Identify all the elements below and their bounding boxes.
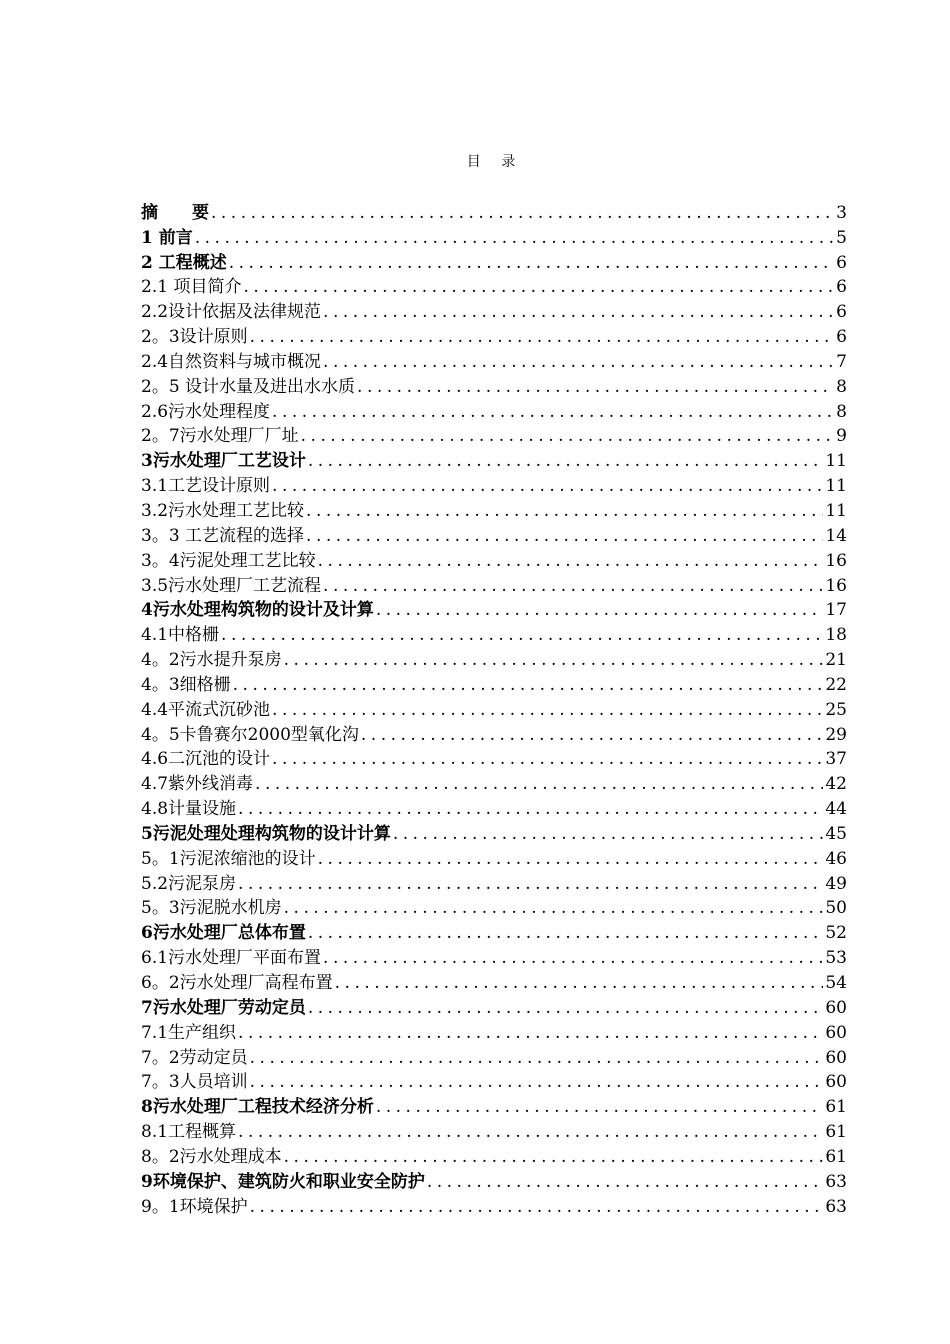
toc-dot-leader [209,202,834,224]
toc-dot-leader [304,525,823,547]
toc-entry[interactable] [141,944,847,969]
toc-entry[interactable] [141,845,847,870]
table-of-contents [141,199,847,1218]
toc-dot-leader [193,227,834,249]
toc-entry[interactable] [141,298,847,323]
toc-dot-leader [374,1096,824,1118]
toc-dot-leader [270,699,823,721]
toc-dot-leader [306,450,824,472]
toc-dot-leader [299,425,835,447]
toc-entry-page: 16 [825,550,847,571]
toc-entry[interactable] [141,348,847,373]
toc-entry-title: 3污水处理厂工艺设计 [141,451,306,472]
toc-entry[interactable] [141,795,847,820]
toc-entry-page: 54 [825,973,847,993]
toc-entry[interactable] [141,696,847,721]
toc-entry-page: 8 [836,376,847,397]
toc-entry[interactable] [141,646,847,671]
toc-entry-title: 2.1 项目简介 [141,277,242,298]
toc-entry-page: 16 [825,575,847,596]
toc-entry-page: 21 [825,650,847,671]
toc-entry-page: 29 [825,724,847,745]
toc-entry-page: 3 [836,202,847,223]
toc-entry-page: 42 [825,774,847,795]
toc-entry-title: 6.1污水处理厂平面布置 [141,948,322,969]
toc-entry-page: 11 [825,451,847,472]
toc-dot-leader [236,873,823,895]
toc-dot-leader [282,1146,824,1168]
toc-dot-leader [321,301,834,323]
toc-dot-leader [231,674,824,696]
toc-entry-page: 22 [825,674,847,695]
toc-dot-leader [359,724,823,746]
toc-entry-page: 53 [825,948,847,969]
toc-dot-leader [248,1071,824,1093]
toc-dot-leader [270,748,823,770]
toc-dot-leader [391,823,824,845]
toc-entry-page: 49 [825,873,847,894]
toc-entry-title: 5污泥处理处理构筑物的设计计算 [141,823,391,844]
toc-dot-leader [316,550,824,572]
toc-entry-page: 50 [825,898,847,919]
toc-entry-title: 2。5 设计水量及进出水水质 [141,376,356,397]
toc-entry-page: 18 [825,625,847,646]
toc-entry[interactable] [141,224,847,249]
toc-dot-leader [321,947,823,969]
toc-entry-page: 61 [825,1146,847,1167]
toc-entry-page: 11 [825,476,847,497]
toc-entry-page: 46 [825,848,847,869]
toc-dot-leader [236,1022,823,1044]
toc-entry-title: 5.2污泥泵房 [141,873,237,894]
toc-dot-leader [270,401,834,423]
toc-entry[interactable] [141,1019,847,1044]
toc-entry[interactable] [141,597,847,622]
toc-entry-page: 14 [825,525,847,546]
toc-entry-title: 4.4平流式沉砂池 [141,699,271,720]
toc-entry[interactable] [141,472,847,497]
toc-dot-leader [333,972,824,994]
toc-dot-leader [355,376,834,398]
toc-entry[interactable] [141,1044,847,1069]
toc-entry[interactable] [141,547,847,572]
toc-entry-page: 17 [825,600,847,621]
toc-entry[interactable] [141,274,847,299]
toc-entry-page: 44 [825,799,847,820]
toc-entry[interactable] [141,621,847,646]
toc-entry-page: 6 [836,327,847,348]
toc-entry-page: 8 [836,401,847,422]
toc-entry[interactable] [141,671,847,696]
toc-entry[interactable] [141,919,847,944]
toc-dot-leader [316,848,824,870]
toc-entry-title: 2。3设计原则 [141,327,248,348]
toc-entry-page: 6 [836,277,847,298]
toc-entry-title: 2 工程概述 [141,252,227,273]
toc-entry-page: 7 [836,351,847,372]
toc-dot-leader [282,649,824,671]
toc-entry[interactable] [141,199,847,224]
toc-dot-leader [227,252,834,274]
toc-entry[interactable] [141,1069,847,1094]
toc-dot-leader [236,1121,823,1143]
toc-entry-page: 63 [825,1171,847,1192]
toc-entry-title: 6污水处理厂总体布置 [141,923,306,944]
toc-entry-title: 8。2污水处理成本 [141,1146,282,1167]
toc-entry-title: 1 前言 [141,227,193,248]
toc-entry[interactable] [141,1143,847,1168]
toc-entry[interactable] [141,522,847,547]
toc-entry-page: 6 [836,302,847,323]
toc-dot-leader [321,575,823,597]
toc-entry-title: 8污水处理厂工程技术经济分析 [141,1097,374,1118]
toc-entry-title: 5。3污泥脱水机房 [141,898,282,919]
toc-entry-page: 52 [825,923,847,944]
toc-entry[interactable] [141,895,847,920]
toc-entry-title: 4.6二沉池的设计 [141,749,271,770]
toc-dot-leader [306,922,824,944]
toc-entry[interactable] [141,1168,847,1193]
toc-entry-title: 3.2污水处理工艺比较 [141,500,305,521]
toc-entry-title: 2.4自然资料与城市概况 [141,351,322,372]
toc-entry[interactable] [141,870,847,895]
toc-entry[interactable] [141,969,847,994]
page-title: 目 录 [466,154,524,170]
toc-entry[interactable] [141,746,847,771]
toc-entry-title: 3。3 工艺流程的选择 [141,525,305,546]
toc-dot-leader [248,326,835,348]
toc-entry-title: 7污水处理厂劳动定员 [141,997,306,1018]
toc-dot-leader [236,798,823,820]
toc-entry-title: 9。1环境保护 [141,1196,248,1217]
toc-entry-page: 61 [825,1097,847,1118]
toc-dot-leader [282,897,824,919]
toc-entry[interactable] [141,994,847,1019]
toc-entry[interactable] [141,423,847,448]
toc-dot-leader [304,500,823,522]
toc-dot-leader [248,1196,824,1218]
toc-entry-title: 7.1生产组织 [141,1022,237,1043]
toc-entry[interactable] [141,721,847,746]
toc-entry[interactable] [141,1118,847,1143]
toc-entry[interactable] [141,820,847,845]
toc-entry-title: 4.1中格栅 [141,625,220,646]
toc-entry-title: 摘 要 [141,202,209,223]
toc-entry-title: 4。5卡鲁赛尔2000型氧化沟 [141,724,359,745]
toc-dot-leader [219,624,823,646]
toc-dot-leader [306,997,824,1019]
toc-entry[interactable] [141,249,847,274]
toc-entry-page: 9 [836,426,847,447]
toc-entry[interactable] [141,398,847,423]
toc-entry[interactable] [141,1193,847,1218]
toc-entry-page: 60 [825,1022,847,1043]
toc-entry[interactable] [141,1093,847,1118]
toc-entry-title: 8.1工程概算 [141,1122,237,1143]
toc-entry-page: 25 [825,699,847,720]
toc-entry[interactable] [141,770,847,795]
toc-entry-title: 4。3细格栅 [141,674,231,695]
toc-entry-title: 4.7紫外线消毒 [141,774,254,795]
toc-entry-title: 5。1污泥浓缩池的设计 [141,848,316,869]
toc-entry[interactable] [141,497,847,522]
toc-entry-page: 63 [825,1196,847,1217]
toc-entry-page: 37 [825,749,847,770]
toc-dot-leader [270,475,823,497]
toc-entry-page: 11 [825,500,847,521]
toc-dot-leader [321,351,834,373]
toc-entry-title: 7。2劳动定员 [141,1047,248,1068]
toc-entry-page: 60 [825,997,847,1018]
toc-entry-page: 60 [825,1047,847,1068]
toc-entry-title: 6。2污水处理厂高程布置 [141,973,333,993]
toc-entry-title: 3。4污泥处理工艺比较 [141,550,316,571]
toc-entry-page: 45 [825,823,847,844]
toc-entry-page: 6 [836,252,847,273]
toc-dot-leader [253,773,823,795]
toc-entry-title: 7。3人员培训 [141,1072,248,1093]
toc-entry-title: 4。2污水提升泵房 [141,650,282,671]
toc-entry-title: 9环境保护、建筑防火和职业安全防护 [141,1171,425,1192]
toc-dot-leader [241,276,834,298]
toc-dot-leader [425,1171,824,1193]
toc-dot-leader [248,1047,824,1069]
toc-entry-page: 60 [825,1072,847,1093]
toc-dot-leader [374,599,824,621]
toc-entry-title: 3.1工艺设计原则 [141,476,271,497]
toc-entry-title: 2.6污水处理程度 [141,401,271,422]
toc-entry[interactable] [141,447,847,472]
toc-entry-page: 5 [836,227,847,248]
toc-entry[interactable] [141,373,847,398]
toc-entry-title: 2.2设计依据及法律规范 [141,302,322,323]
toc-entry-title: 3.5污水处理厂工艺流程 [141,575,322,596]
toc-entry[interactable] [141,572,847,597]
toc-entry-title: 4污水处理构筑物的设计及计算 [141,600,374,621]
toc-entry-title: 2。7污水处理厂厂址 [141,426,299,447]
toc-entry-title: 4.8计量设施 [141,799,237,820]
toc-entry-page: 61 [825,1122,847,1143]
toc-entry[interactable] [141,323,847,348]
